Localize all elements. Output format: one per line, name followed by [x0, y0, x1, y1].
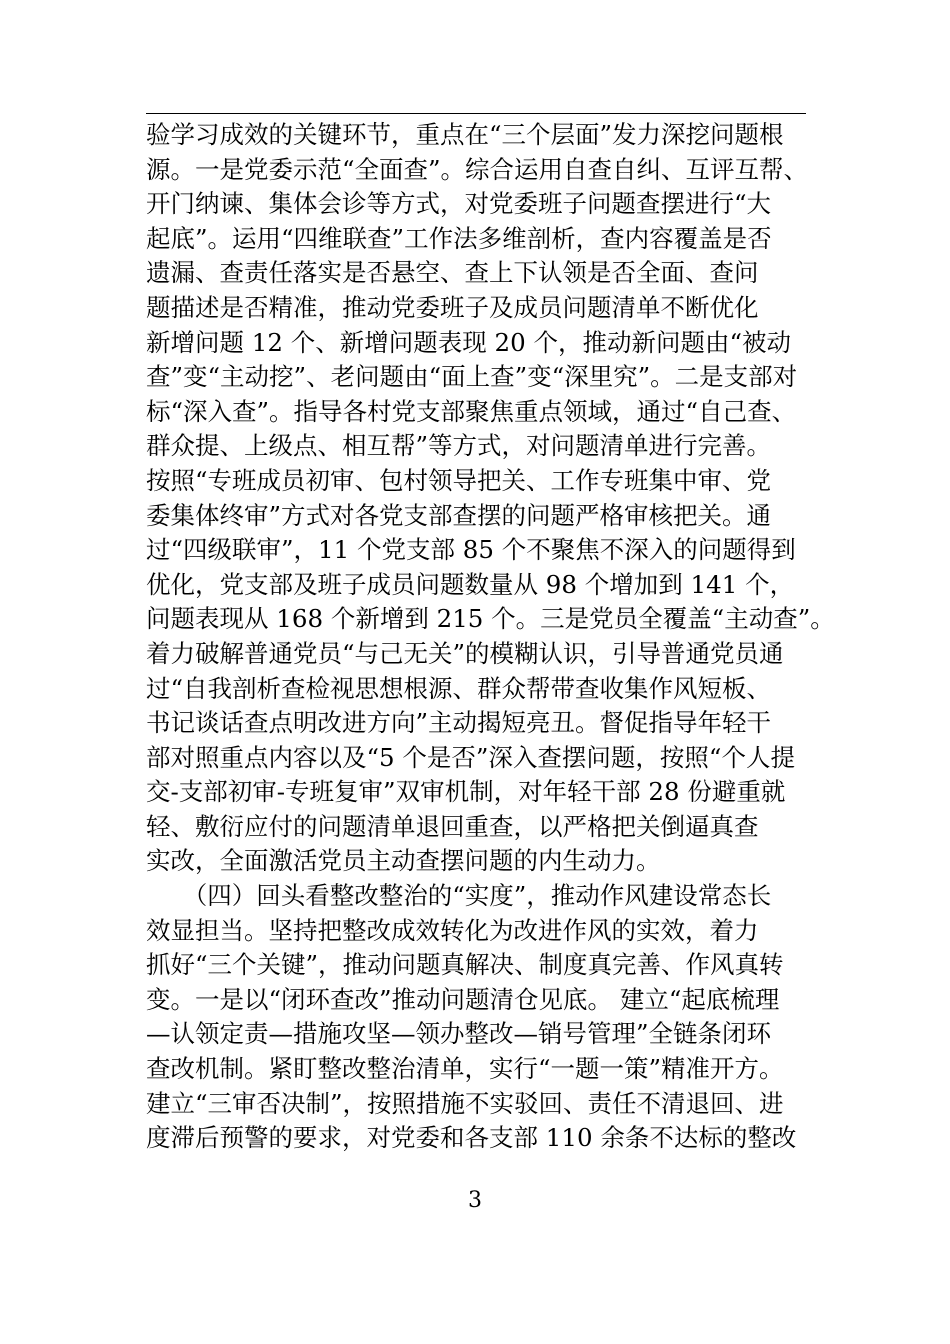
text-line: 书记谈话查点明改进方向”主动揭短亮丑。督促指导年轻干: [146, 708, 772, 738]
text-line: 建立“三审否决制”，按照措施不实驳回、责任不清退回、进: [146, 1088, 784, 1118]
text-line: （四）回头看整改整治的“实度”，推动作风建设常态长: [146, 881, 772, 911]
text-line: 度滞后预警的要求，对党委和各支部 110 余条不达标的整改: [146, 1123, 797, 1153]
page-number: 3: [468, 1188, 482, 1213]
text-line: 变。一是以“闭环查改”推动问题清仓见底。 建立“起底梳理: [146, 984, 780, 1014]
text-line: 源。一是党委示范“全面查”。综合运用自查自纠、互评互帮、: [146, 154, 809, 184]
text-line: 群众提、上级点、相互帮”等方式，对问题清单进行完善。: [146, 431, 772, 461]
text-line: 问题表现从 168 个新增到 215 个。三是党员全覆盖“主动查”。: [146, 604, 835, 634]
text-line: 起底”。运用“四维联查”工作法多维剖析，查内容覆盖是否: [146, 223, 772, 253]
text-line: 开门纳谏、集体会诊等方式，对党委班子问题查摆进行“大: [146, 189, 772, 219]
text-line: 抓好“三个关键”，推动问题真解决、制度真完善、作风真转: [146, 950, 784, 980]
text-line: 部对照重点内容以及“5 个是否”深入查摆问题，按照“个人提: [146, 742, 795, 772]
text-line: 遗漏、查责任落实是否悬空、查上下认领是否全面、查问: [146, 258, 759, 288]
text-line: 着力破解普通党员“与己无关”的模糊认识，引导普通党员通: [146, 638, 784, 668]
text-line: 题描述是否精准，推动党委班子及成员问题清单不断优化: [146, 292, 759, 322]
text-line: 效显担当。坚持把整改成效转化为改进作风的实效，着力: [146, 915, 759, 945]
header-rule: [146, 113, 806, 114]
text-line: 过“自我剖析查检视思想根源、群众帮带查收集作风短板、: [146, 673, 772, 703]
text-line: 验学习成效的关键环节，重点在“三个层面”发力深挖问题根: [146, 120, 784, 149]
text-line: 按照“专班成员初审、包村领导把关、工作专班集中审、党: [146, 465, 772, 495]
text-line: 委集体终审”方式对各党支部查摆的问题严格审核把关。通: [146, 500, 772, 530]
text-line: —认领定责—措施攻坚—领办整改—销号管理”全链条闭环: [146, 1019, 772, 1049]
text-line: 查”变“主动挖”、老问题由“面上查”变“深里究”。二是支部对: [146, 362, 798, 392]
text-line: 轻、敷衍应付的问题清单退回重查，以严格把关倒逼真查: [146, 811, 759, 841]
body-text: [146, 118, 835, 1156]
text-line: 新增问题 12 个、新增问题表现 20 个，推动新问题由“被动: [146, 327, 792, 357]
text-line: 优化，党支部及班子成员问题数量从 98 个增加到 141 个，: [146, 569, 795, 599]
text-line: 查改机制。紧盯整改整治清单，实行“一题一策”精准开方。: [146, 1054, 784, 1084]
text-line: 标“深入查”。指导各村党支部聚焦重点领域，通过“自己查、: [146, 396, 797, 426]
text-line: 实改，全面激活党员主动查摆问题的内生动力。: [146, 846, 661, 876]
text-line: 过“四级联审”，11 个党支部 85 个不聚焦不深入的问题得到: [146, 535, 796, 565]
text-line: 交-支部初审-专班复审”双审机制，对年轻干部 28 份避重就: [146, 777, 786, 807]
